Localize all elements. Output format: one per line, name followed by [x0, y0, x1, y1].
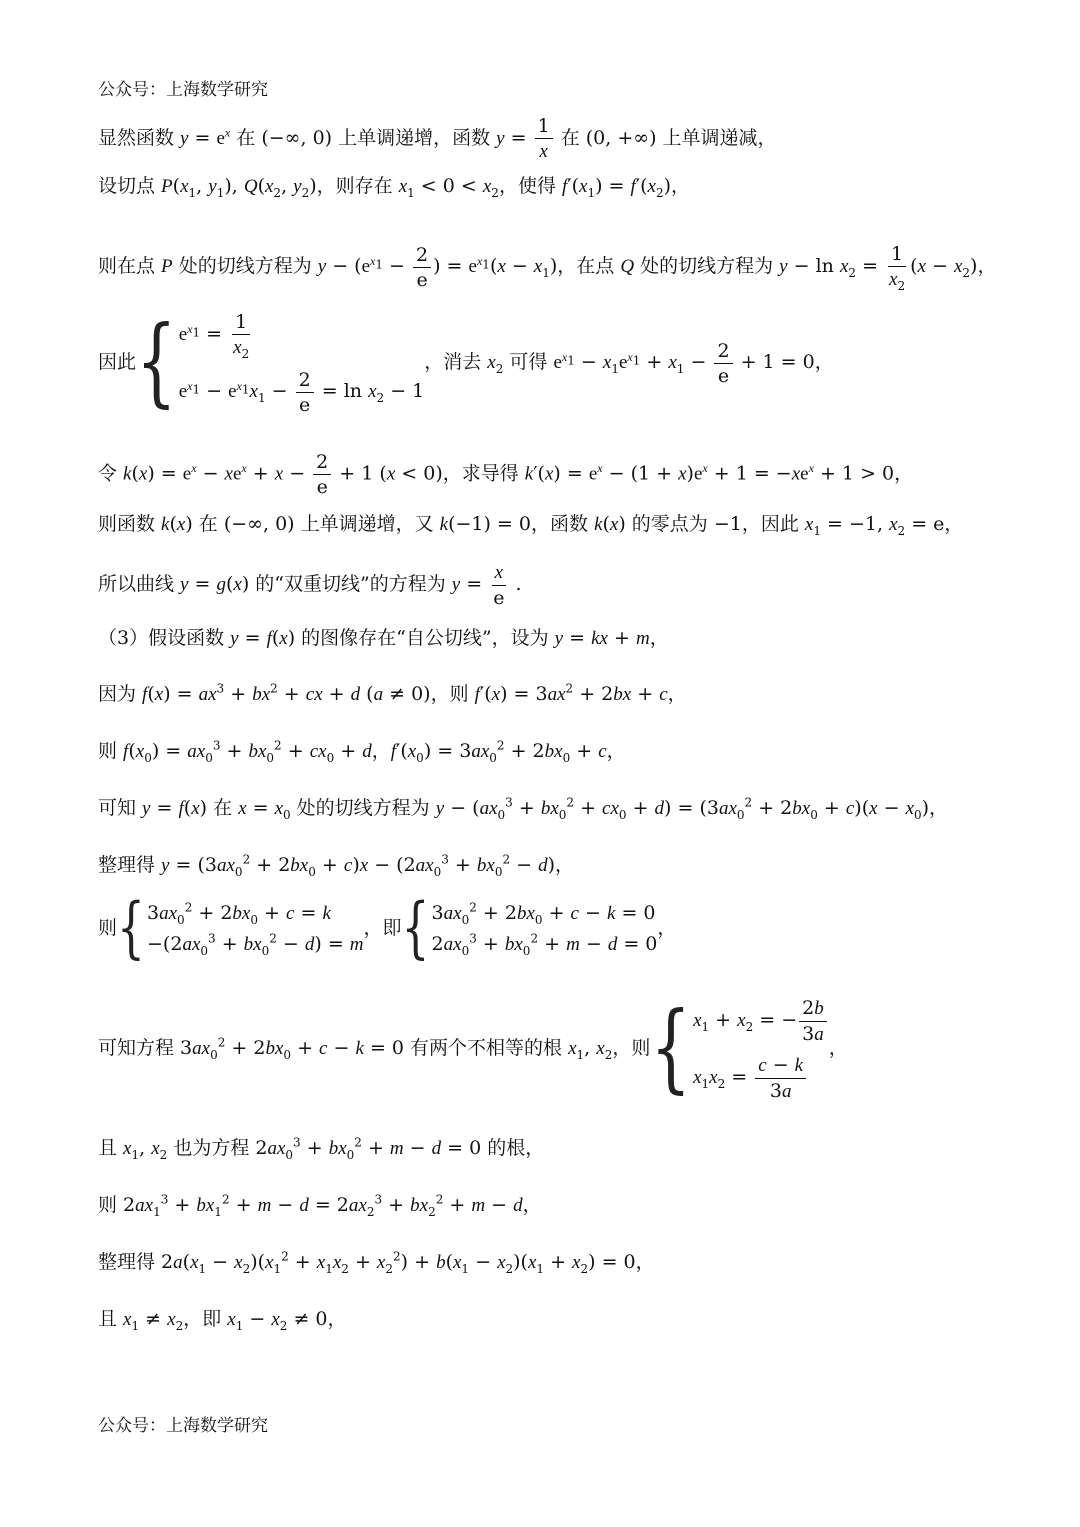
line-11: 可知 y = f(x) 在 $x = x_0$ 处的切线方程为 $y - (ax_0^3 + bx_0^2 + cx_0 + d) = (3ax_0^2 + 2bx_0 + c)(x - x_0)$，	[98, 795, 949, 822]
line-17: 整理得 $2a(x_1 - x_2)(x_1^2 + x_1x_2 + x_2^2) + b(x_1 - x_2)(x_1 + x_2) = 0$，	[98, 1249, 655, 1276]
line-15: 且 $x_1$, $x_2$ 也为方程 $2ax_0^3 + bx_0^2 + m - d = 0$ 的根，	[98, 1135, 545, 1162]
page-footer: 公众号：上海数学研究	[98, 1416, 268, 1436]
page-header: 公众号：上海数学研究	[98, 80, 268, 100]
line-9: 因为 $f(x) = ax^3 + bx^2$ + cx + d (a ≠ 0)，则 $f'(x) = 3ax^2 + 2bx + c$，	[98, 681, 687, 705]
line-10: 则 $f(x_0) = ax_0^3 + bx_0^2 + cx_0 + d$，$f'(x_0) = 3ax_0^2 + 2bx_0 + c$，	[98, 738, 626, 765]
equation-system-3: { $3ax_0^2 + 2bx_0 + c - k = 0$ $2ax_0^3 + bx_0^2 + m - d = 0$	[401, 890, 658, 967]
line-16: 则 $2ax_1^3 + bx_1^2 + m - d = 2ax_2^3 + bx_2^2 + m - d$，	[98, 1192, 542, 1219]
line-7: 所以曲线 y = g(x) 的“双重切线”的方程为 y = $\frac{x}{e}$ .	[98, 562, 522, 609]
line-4: 因此 { $e^{x_1}$ = $\frac{1}{x_2}$ $e^{x_1} - e^{x_1}x_1$ − $\frac{2}{e}$ = $\ln x_2 - 1$ ，消去 $x_2$ 可得 $e^{x_1} - x_1e^{x_1} + x_1$ − $\frac{2}{e}$ + 1 = 0，	[98, 307, 834, 419]
line-8: （3）假设函数 y = f(x) 的图像存在“自公切线”，设为 y = kx + m，	[98, 627, 669, 649]
equation-system-2: { $3ax_0^2 + 2bx_0 + c = k$ $-(2ax_0^3 + bx_0^2 - d) = m$	[117, 890, 364, 967]
equation-system-1: { $e^{x_1}$ = $\frac{1}{x_2}$ $e^{x_1} - e^{x_1}x_1$ − $\frac{2}{e}$ = $\ln x_2 - 1$	[136, 307, 425, 419]
equation-system-4: { $x_1 + x_2$ = − $\frac{2b}{3a}$ $x_1x_2$ = $\frac{c - k}{3a}$	[650, 992, 828, 1106]
line-18: 且 $x_1 \ne x_2$，即 $x_1 - x_2 \ne 0$，	[98, 1308, 347, 1333]
line-3: 则在点 P 处的切线方程为 $y - (e^{x_1}$ − $\frac{2}{e}$ ) = $e^{x_1}(x - x_1)$，在点 Q 处的切线方程为 $y - \ln x_2$ = $\frac{1}{x_2}$ $(x - x_2)$，	[98, 243, 997, 293]
line-1: 显然函数 $y = e^x$ 在 (−∞, 0) 上单调递增，函数 y = $\frac{1}{x}$ 在 (0, +∞) 上单调递减，	[98, 115, 777, 162]
line-12: 整理得 $y = (3ax_0^2 + 2bx_0 + c)x - (2ax_0^3 + bx_0^2 - d)$，	[98, 852, 575, 879]
line-14: 可知方程 $3ax_0^2 + 2bx_0 + c - k = 0$ 有两个不相等的根 $x_1$, $x_2$，则 { $x_1 + x_2$ = − $\frac{2b}{3a}$ $x_1x_2$ = $\frac{c - k}{3a}$ ，	[98, 993, 848, 1105]
line-13: 则 { $3ax_0^2 + 2bx_0 + c = k$ $-(2ax_0^3 + bx_0^2 - d) = m$ ，即 { $3ax_0^2 + 2bx_0 + c - k = 0$ $2ax_0^3 + bx_0^2 + m - d = 0$ ，	[98, 890, 677, 967]
line-2: 设切点 $P(x_1$, $y_1$), $Q(x_2$, $y_2$)，则存在 $x_1 < 0 < x_2$，使得 $f'(x_1) = f'(x_2)$，	[98, 175, 691, 200]
line-5: 令 $k(x) = e^x - xe^x + x$ − $\frac{2}{e}$ + 1 (x < 0)，求导得 $k'(x) = e^x - (1 + x)e^x + 1 = -xe^x + 1 > 0$，	[98, 451, 914, 498]
line-6: 则函数 k(x) 在 (−∞, 0) 上单调递增，又 k(−1) = 0，函数 k(x) 的零点为 −1，因此 $x_1 = -1$, $x_2 = e$，	[98, 513, 964, 538]
